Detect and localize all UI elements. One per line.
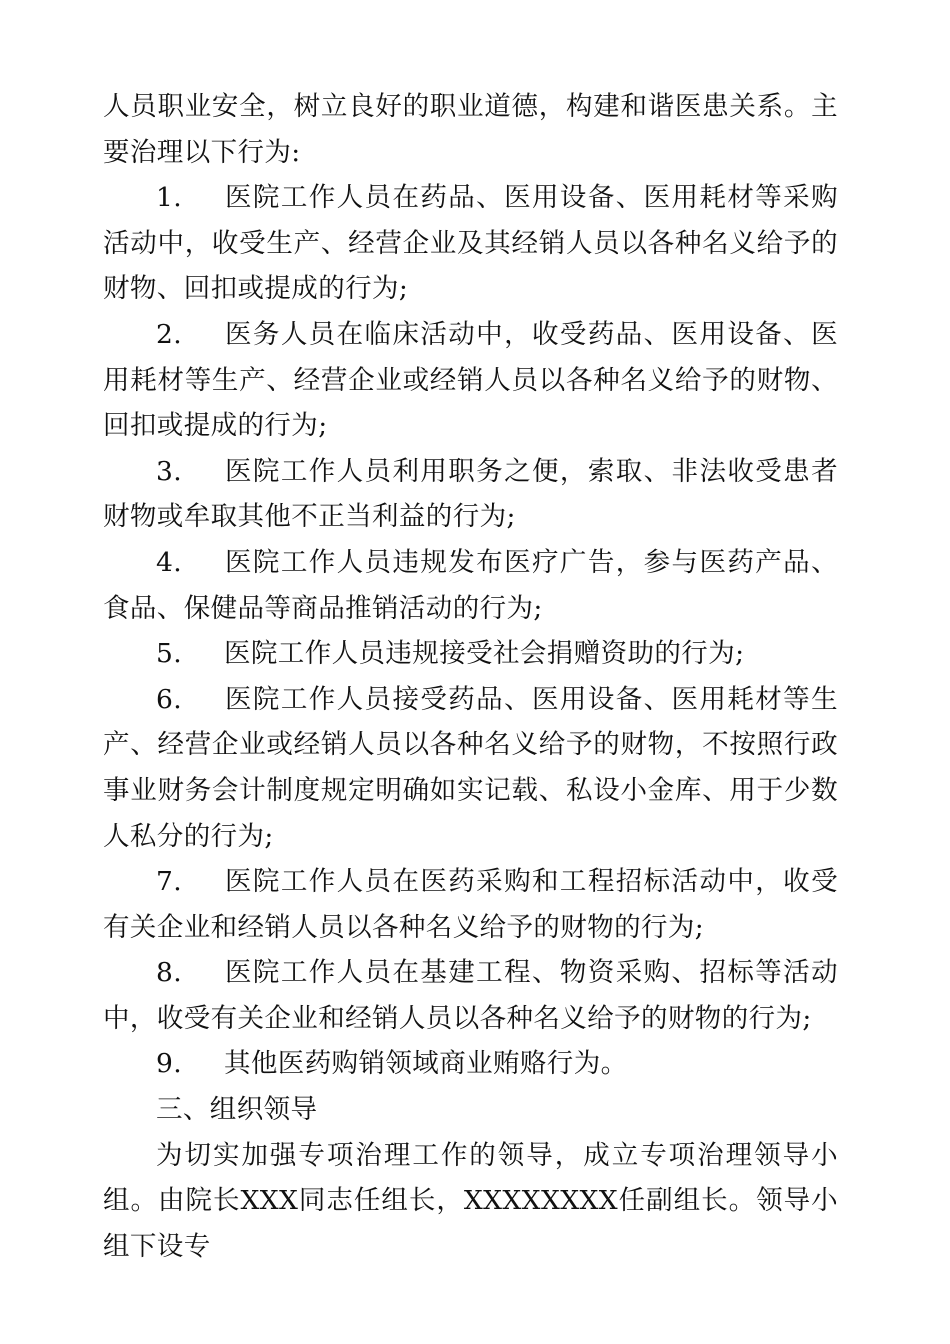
list-item-number: 7.: [156, 866, 183, 898]
list-item: [103, 175, 838, 312]
list-item-number: 5.: [156, 638, 183, 670]
list-item: [103, 540, 838, 631]
list-item-text: 医院工作人员在药品、医用设备、医用耗材等采购活动中，收受生产、经营企业及其经销人员以各种名义给予的财物、回扣或提成的行为;: [103, 182, 838, 305]
list-item-number: 9.: [156, 1048, 183, 1080]
closing-paragraph: 为切实加强专项治理工作的领导，成立专项治理领导小组。由院长XXX同志任组长，XXXXXXXX任副组长。领导小组下设专: [103, 1139, 838, 1262]
list-item-number: 8.: [156, 957, 183, 989]
list-item: [103, 312, 838, 449]
list-item: [103, 1041, 838, 1087]
list-item: [103, 631, 838, 677]
list-item: [103, 859, 838, 950]
list-item: [103, 449, 838, 540]
list-item-text: 医院工作人员在医药采购和工程招标活动中，收受有关企业和经销人员以各种名义给予的财物的行为;: [103, 866, 838, 943]
list-item-number: 3.: [156, 455, 183, 487]
list-item-number: 4.: [156, 546, 183, 578]
list-item-text: 医务人员在临床活动中，收受药品、医用设备、医用耗材等生产、经营企业或经销人员以各种名义给予的财物、回扣或提成的行为;: [103, 318, 838, 442]
list-item: [103, 950, 838, 1041]
list-item: [103, 677, 838, 859]
list-item-text: 医院工作人员在基建工程、物资采购、招标等活动中，收受有关企业和经销人员以各种名义给予的财物的行为;: [103, 957, 838, 1034]
list-item-text: 医院工作人员利用职务之便，索取、非法收受患者财物或牟取其他不正当利益的行为;: [103, 455, 838, 533]
section-heading: 三、组织领导: [156, 1094, 318, 1126]
list-item-text: 其他医药购销领域商业贿赂行为。: [224, 1048, 628, 1080]
list-item-number: 1.: [156, 182, 183, 214]
list-item-text: 医院工作人员违规接受社会捐赠资助的行为;: [224, 638, 745, 670]
list-item-number: 2.: [156, 318, 183, 350]
list-item-text: 医院工作人员违规发布医疗广告，参与医药产品、食品、保健品等商品推销活动的行为;: [103, 546, 838, 624]
list-item-text: 医院工作人员接受药品、医用设备、医用耗材等生产、经营企业或经销人员以各种名义给予的财物，不按照行政事业财务会计制度规定明确如实记载、私设小金库、用于少数人私分的行为;: [103, 683, 838, 852]
list-item-number: 6.: [156, 683, 183, 715]
document-body: [103, 84, 838, 1269]
intro-paragraph: 人员职业安全，树立良好的职业道德，构建和谐医患关系。主要治理以下行为:: [103, 91, 838, 168]
